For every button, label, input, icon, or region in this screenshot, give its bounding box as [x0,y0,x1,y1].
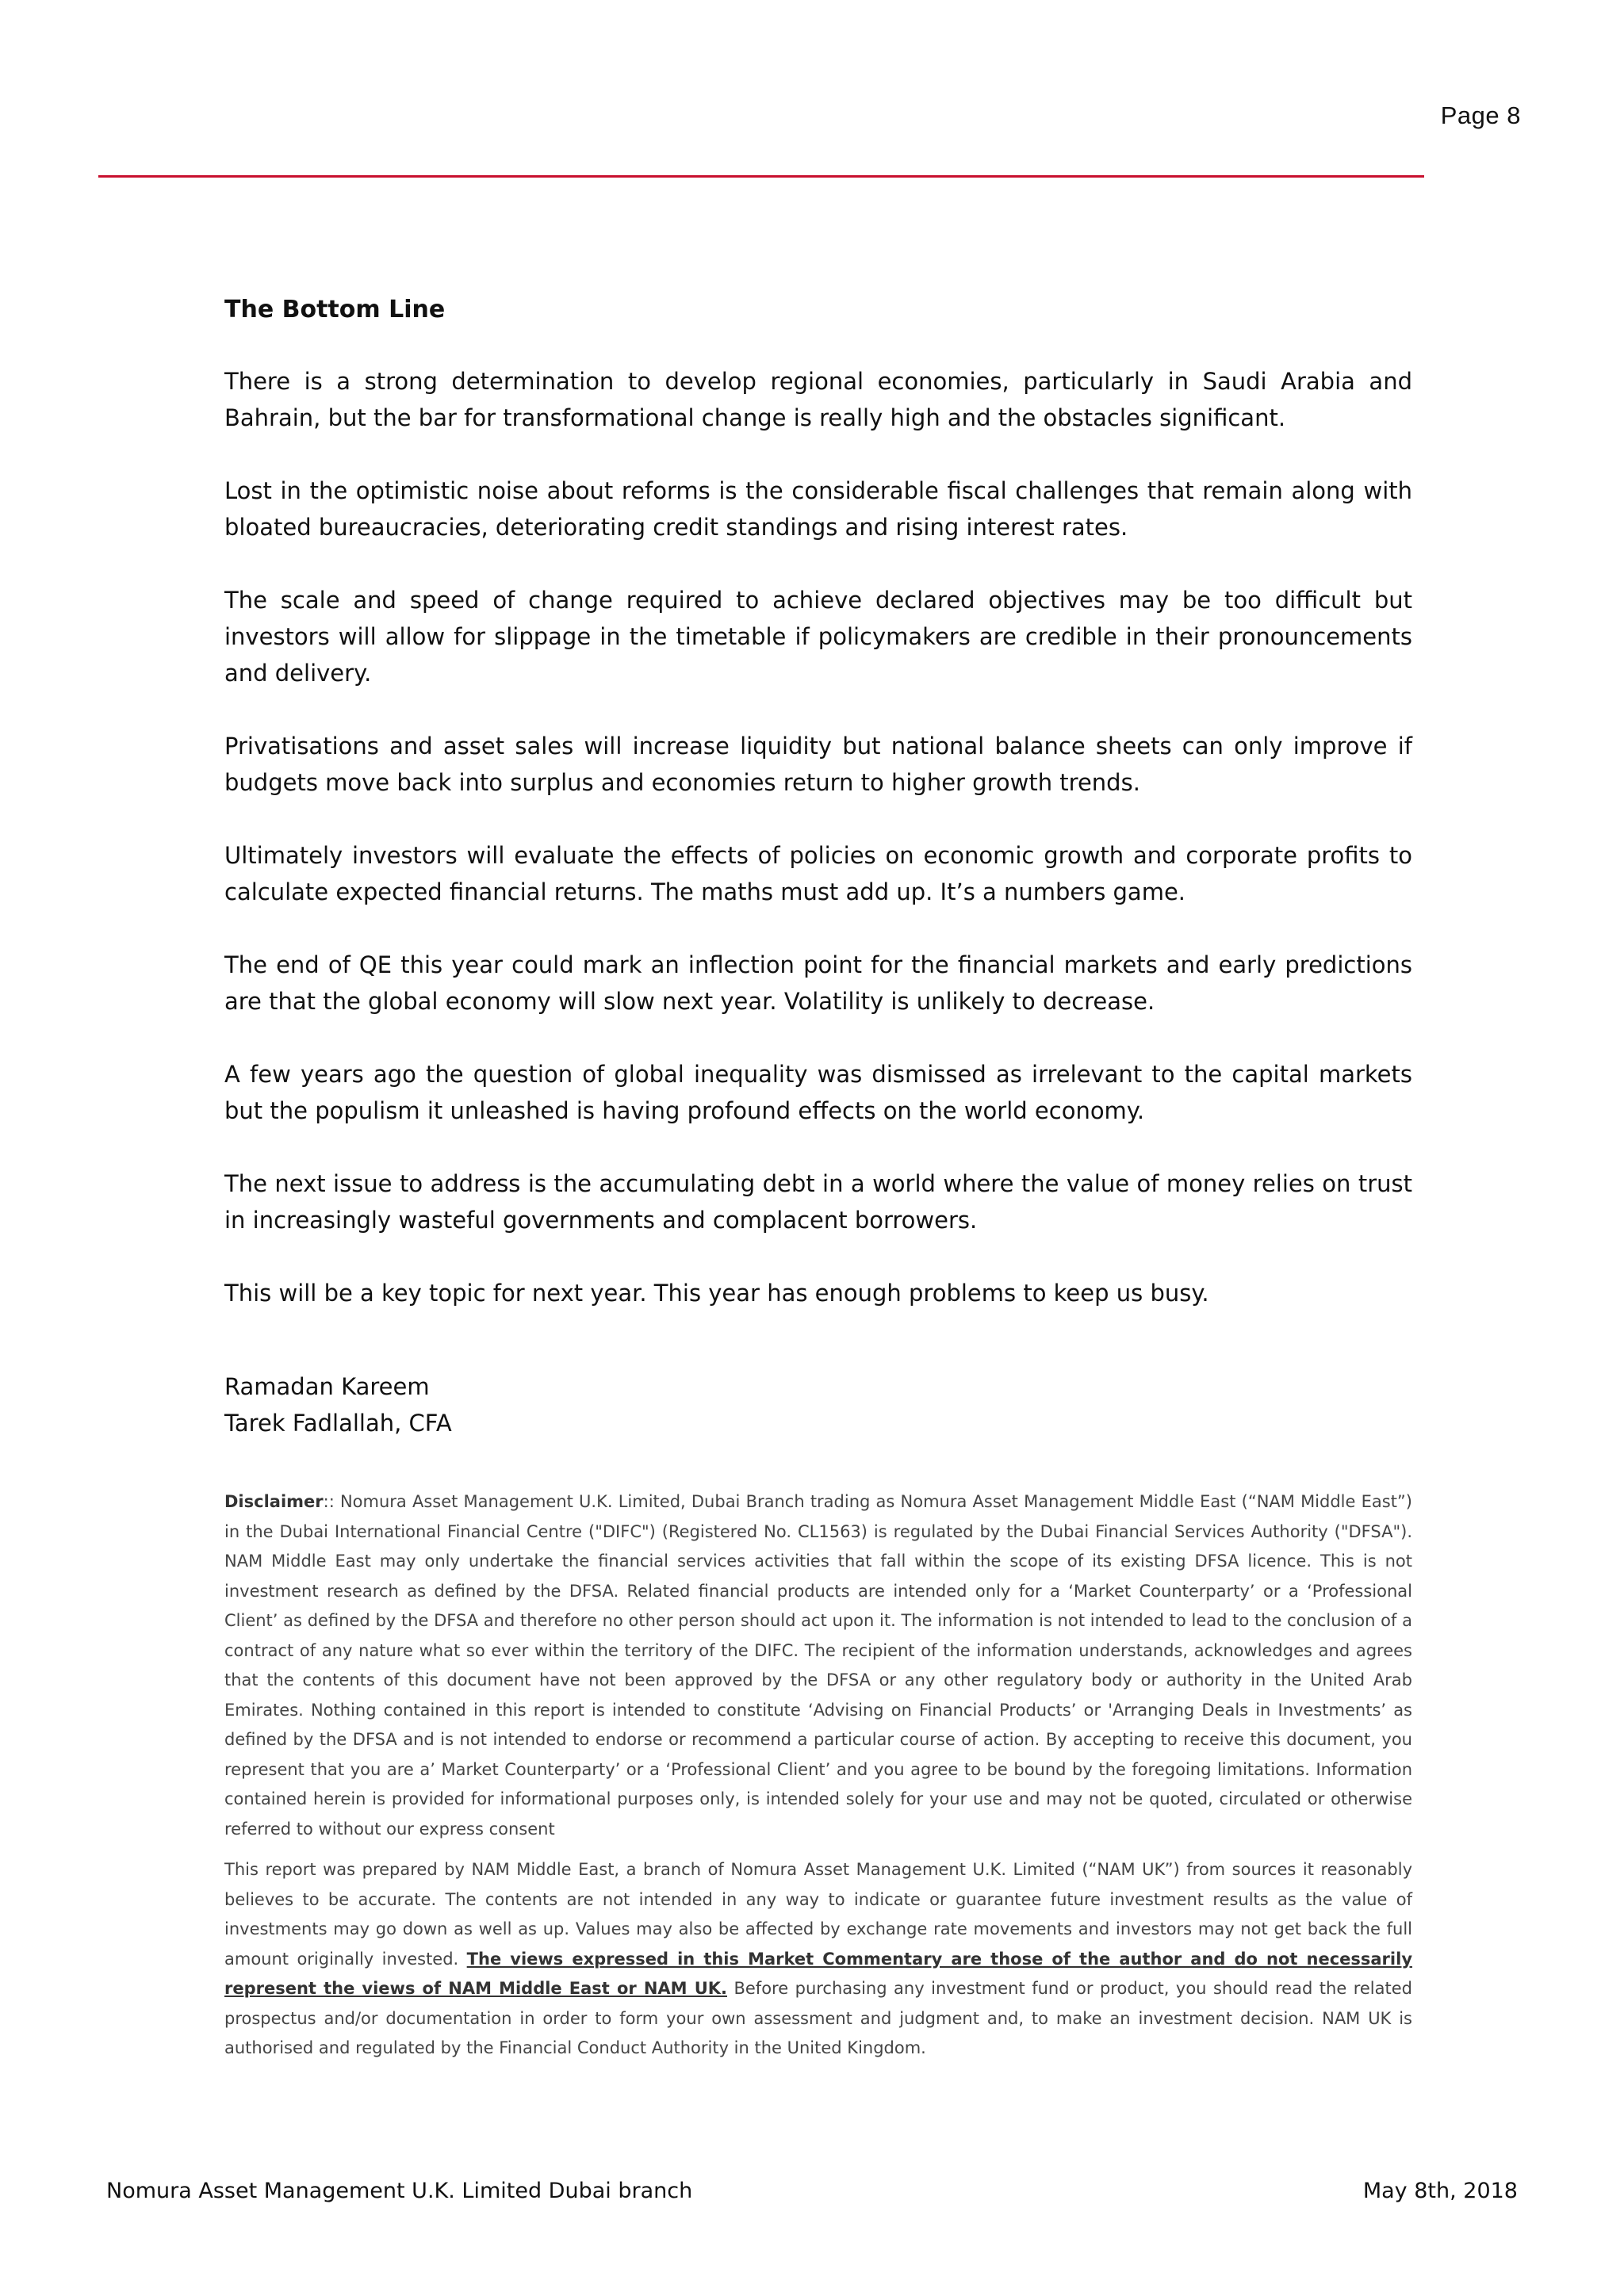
disclaimer-text: This report was prepared by NAM Middle East, a branch of Nomura Asset Management U.K. Limited (“NAM UK”) from sources it reasonably believes to be accurate. The contents are not intended in any way to indicate or guarantee future investment results as the value of investments may go down as well as up. Values may also be affected by exchange rate movements and investors may not get back the full amount originally invested. [224,1860,1412,1969]
disclaimer-text: Before purchasing any investment fund or product, you should read the related prospectus and/or documentation in order to form your own assessment and judgment and, to make an investment decision. NAM UK is authorised and regulated by the Financial Conduct Authority in the United Kingdom. [224,1979,1412,2057]
paragraph: Privatisations and asset sales will increase liquidity but national balance sheets can only improve if budgets move back into surplus and economies return to higher growth trends. [224,733,1412,796]
footer-company: Nomura Asset Management U.K. Limited Dubai branch [106,2179,693,2203]
paragraph: There is a strong determination to develop regional economies, particularly in Saudi Arabia and Bahrain, but the bar for transformational change is really high and the obstacles significant. [224,368,1412,431]
article-body [224,290,1412,2075]
paragraph: The scale and speed of change required to achieve declared objectives may be too difficult but investors will allow for slippage in the timetable if policymakers are credible in their pronouncements and delivery. [224,587,1412,687]
paragraph: The end of QE this year could mark an inflection point for the financial markets and early predictions are that the global economy will slow next year. Volatility is unlikely to decrease. [224,951,1412,1015]
header-rule [98,175,1424,178]
disclaimer-text: Nomura Asset Management U.K. Limited, Dubai Branch trading as Nomura Asset Management Middle East (“NAM Middle East”) in the Dubai International Financial Centre ("DIFC") (Registered No. CL1563) is regulated by the Dubai Financial Services Authority ("DFSA"). NAM Middle East may only undertake the financial services activities that fall within the scope of its existing DFSA licence. This is not investment research as defined by the DFSA. Related financial products are intended only for a ‘Market Counterparty’ or a ‘Professional Client’ as defined by the DFSA and therefore no other person should act upon it. The information is not intended to lead to the conclusion of a contract of any nature what so ever within the territory of the DIFC. The recipient of the information understands, acknowledges and agrees that the contents of this document have not been approved by the DFSA or any other regulatory body or authority in the United Arab Emirates. Nothing contained in this report is intended to constitute ‘Advising on Financial Products’ or 'Arranging Deals in Investments’ as defined by the DFSA and is not intended to endorse or recommend a particular course of action. By accepting to receive this document, you represent that you are a’ Market Counterparty’ or a ‘Professional Client’ and you agree to be bound by the foregoing limitations. Information contained herein is provided for informational purposes only, is intended solely for your use and may not be quoted, circulated or otherwise referred to without our express consent [224,1492,1412,1839]
paragraph: Ultimately investors will evaluate the effects of policies on economic growth and corporate profits to calculate expected financial returns. The maths must add up. It’s a numbers game. [224,842,1412,905]
paragraph: A few years ago the question of global inequality was dismissed as irrelevant to the capital markets but the populism it unleashed is having profound effects on the world economy. [224,1061,1412,1124]
views-statement: The views expressed in this Market Commentary are those of the author and do not necessarily represent the views of NAM Middle East or NAM UK. [224,1949,1413,1998]
page-number: Page 8 [1440,101,1521,129]
section-title: The Bottom Line [224,296,446,323]
greeting: Ramadan Kareem [224,1373,430,1400]
paragraph: This will be a key topic for next year. This year has enough problems to keep us busy. [224,1280,1209,1307]
disclaimer-paragraph-2 [224,1855,1412,2064]
disclaimer [224,1487,1412,2064]
paragraph: The next issue to address is the accumulating debt in a world where the value of money relies on trust in increasingly wasteful governments and complacent borrowers. [224,1170,1412,1234]
signoff [224,1368,1412,1441]
disclaimer-label: Disclaimer [224,1492,324,1511]
disclaimer-paragraph-1 [224,1487,1412,1844]
footer-date: May 8th, 2018 [1362,2179,1518,2203]
disclaimer-label-suffix: :: [323,1492,340,1511]
paragraph: Lost in the optimistic noise about reforms is the considerable fiscal challenges that remain along with bloated bureaucracies, deteriorating credit standings and rising interest rates. [224,477,1412,541]
author-name: Tarek Fadlallah, CFA [224,1410,452,1437]
